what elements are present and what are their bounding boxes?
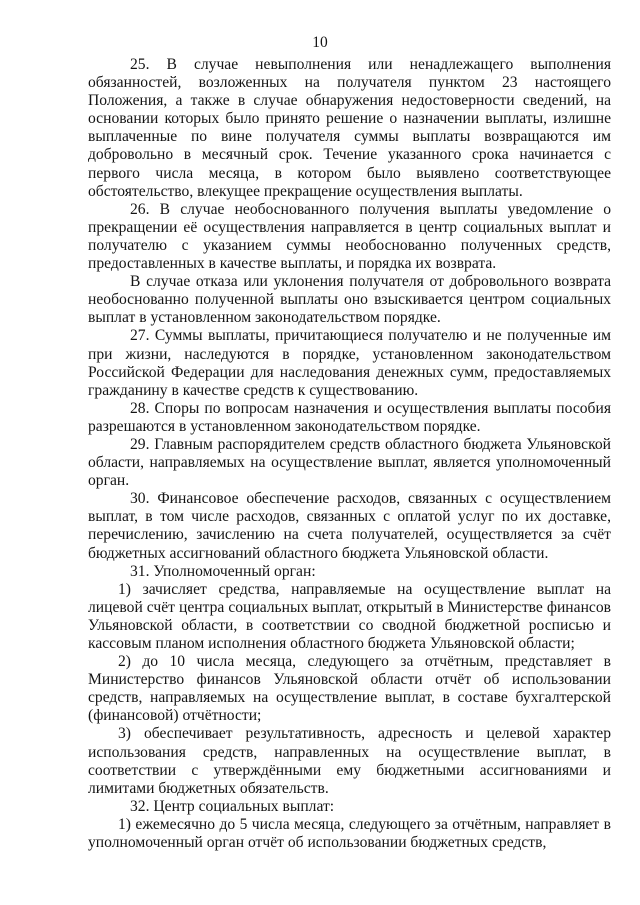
paragraph-26-continuation: В случае отказа или уклонения получателя от добровольного возврата необоснованно полученной выплаты оно взыскивается центром социальных выплат в установленном законодательством порядке. bbox=[88, 273, 611, 327]
page-number: 10 bbox=[312, 34, 328, 51]
paragraph-31-item-1: 1) зачисляет средства, направляемые на осуществление выплат на лицевой счёт центра социальных выплат, открытый в Министерстве финансов Ульяновской области, в соответствии со сводной бюджетной росписью и кассовым планом исполнения областного бюджета Ульяновской области; bbox=[88, 580, 611, 652]
paragraph-26: 26. В случае необоснованного получения выплаты уведомление о прекращении её осуществления направляется в центр социальных выплат и получателю с указанием суммы необоснованно полученных средств, предоставленных в качестве выплаты, и порядка их возврата. bbox=[88, 200, 611, 273]
paragraph-30: 30. Финансовое обеспечение расходов, связанных с осуществлением выплат, в том числе расходов, связанных с оплатой услуг по их доставке, перечислению, зачислению на счета получателей, осуществляется за счёт бюджетных ассигнований областного бюджета Ульяновской области. bbox=[88, 490, 611, 562]
paragraph-25: 25. В случае невыполнения или ненадлежащего выполнения обязанностей, возложенных на получателя пунктом 23 настоящего Положения, а также в случае обнаружения недостоверности сведений, на основании которых было принято решение о назначении выплаты, излишне выплаченные по вине получателя суммы выплаты возвращаются им добровольно в месячный срок. Течение указанного срока начинается с первого числа месяца, в котором было выявлено соответствующее обстоятельство, влекущее прекращение осуществления выплаты. bbox=[88, 56, 611, 200]
paragraph-31-item-2: 2) до 10 числа месяца, следующего за отчётным, представляет в Министерство финансов Ульяновской области отчёт об использовании средств, направляемых на осуществление выплат, в составе бухгалтерской (финансовой) отчётности; bbox=[88, 653, 611, 725]
paragraph-27: 27. Суммы выплаты, причитающиеся получателю и не полученные им при жизни, наследуются в порядке, установленном законодательством Российской Федерации для наследования денежных сумм, предоставляемых гражданину в качестве средств к существованию. bbox=[88, 327, 611, 399]
paragraph-31-heading: 31. Уполномоченный орган: bbox=[130, 562, 316, 580]
paragraph-29: 29. Главным распорядителем средств областного бюджета Ульяновской области, направляемых на осуществление выплат, является уполномоченный орган. bbox=[88, 435, 611, 490]
paragraph-31-item-3: 3) обеспечивает результативность, адресность и целевой характер использования средств, направленных на осуществление выплат, в соответствии с утверждёнными ему бюджетными ассигнованиями и лимитами бюджетных обязательств. bbox=[88, 725, 611, 797]
paragraph-32-heading: 32. Центр социальных выплат: bbox=[130, 797, 335, 815]
paragraph-28: 28. Споры по вопросам назначения и осуществления выплаты пособия разрешаются в установленном законодательством порядке. bbox=[88, 399, 611, 435]
paragraph-32-item-1: 1) ежемесячно до 5 числа месяца, следующего за отчётным, направляет в уполномоченный орган отчёт об использовании бюджетных средств, bbox=[88, 815, 611, 852]
document-body bbox=[88, 56, 611, 852]
